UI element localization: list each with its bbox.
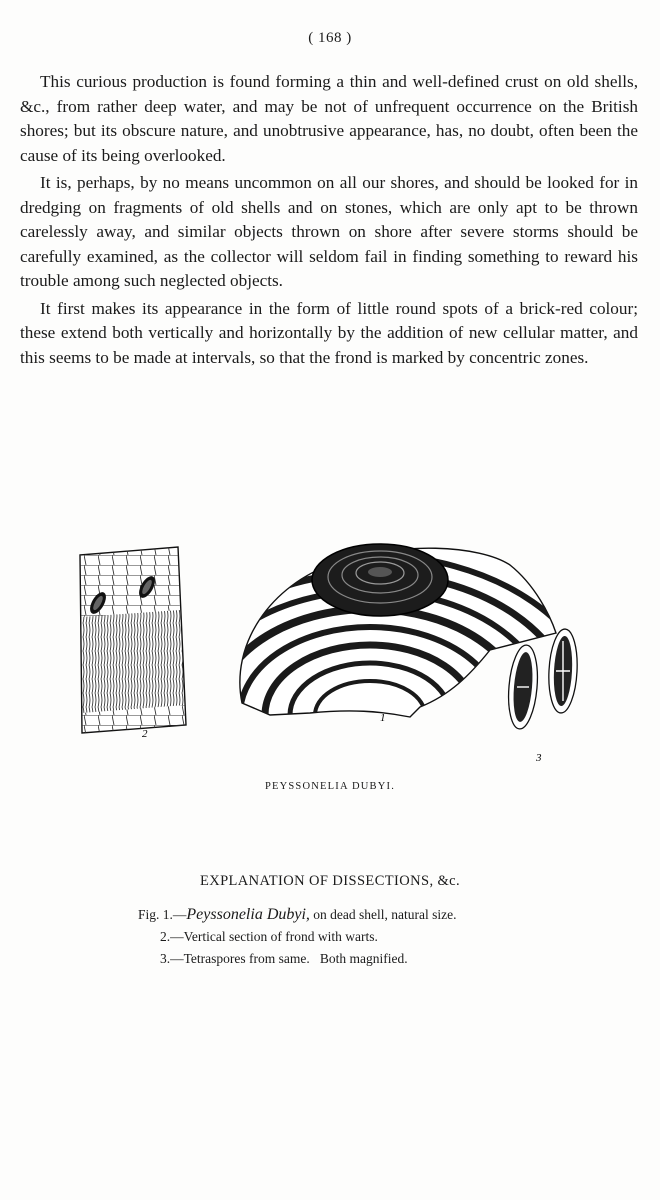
- explanation-item-1-text: on dead shell, natural size.: [309, 907, 457, 922]
- explanation-item-2: [0, 926, 660, 948]
- explanation-item-3-text: Tetraspores from same. Both magnified.: [183, 951, 408, 966]
- explanation-item-2-text: Vertical section of frond with warts.: [183, 929, 378, 944]
- paragraph-3: It first makes its appearance in the form of little round spots of a brick-red colour; these extend both vertically and horizontally by the addition of new cellular matter, and this seems to be made at intervals, so that the frond is marked by concentric zones.: [20, 298, 638, 367]
- paragraph-1: This curious production is found forming a thin and well-defined crust on old shells, &c., from rather deep water, and may be not of unfrequent occurrence on the British shores; but its obscure nature, and unobtrusive appearance, has, no doubt, often been the cause of its being overlooked.: [20, 72, 638, 165]
- explanation-item-3-label: 3.—: [160, 951, 184, 966]
- page-number: ( 168 ): [308, 30, 352, 46]
- body-text: [20, 70, 638, 373]
- concentric-frond: [312, 544, 448, 616]
- explanation-list: [0, 904, 660, 970]
- explanation-title: EXPLANATION OF DISSECTIONS, &c.: [199, 873, 461, 889]
- explanation-item-3: [0, 948, 660, 970]
- explanation-item-1-species: Peyssonelia Dubyi,: [186, 906, 310, 923]
- plate-illustration: [70, 525, 590, 775]
- explanation-section: [0, 873, 660, 970]
- figure-1-label: 1: [380, 712, 386, 724]
- explanation-item-2-label: 2.—: [160, 929, 184, 944]
- botanical-plate: [70, 525, 590, 775]
- paragraph-2: It is, perhaps, by no means uncommon on all our shores, and should be looked for in dredging on fragments of old shells and on stones, which are only apt to be thrown carelessly away, and similar objects thrown on shore after severe storms should be carefully examined, as the collector will seldom fail in finding something to reward his trouble among such neglected objects.: [20, 173, 638, 290]
- explanation-item-1: [0, 904, 660, 926]
- figure-2-section: [80, 547, 186, 740]
- plate-caption: PEYSSONELIA DUBYI.: [264, 781, 396, 792]
- figure-2-label: 2: [142, 728, 148, 740]
- explanation-item-1-label: Fig. 1.—: [138, 907, 187, 922]
- figure-3-label: 3: [536, 752, 542, 764]
- figure-3-tetraspores: [505, 628, 579, 764]
